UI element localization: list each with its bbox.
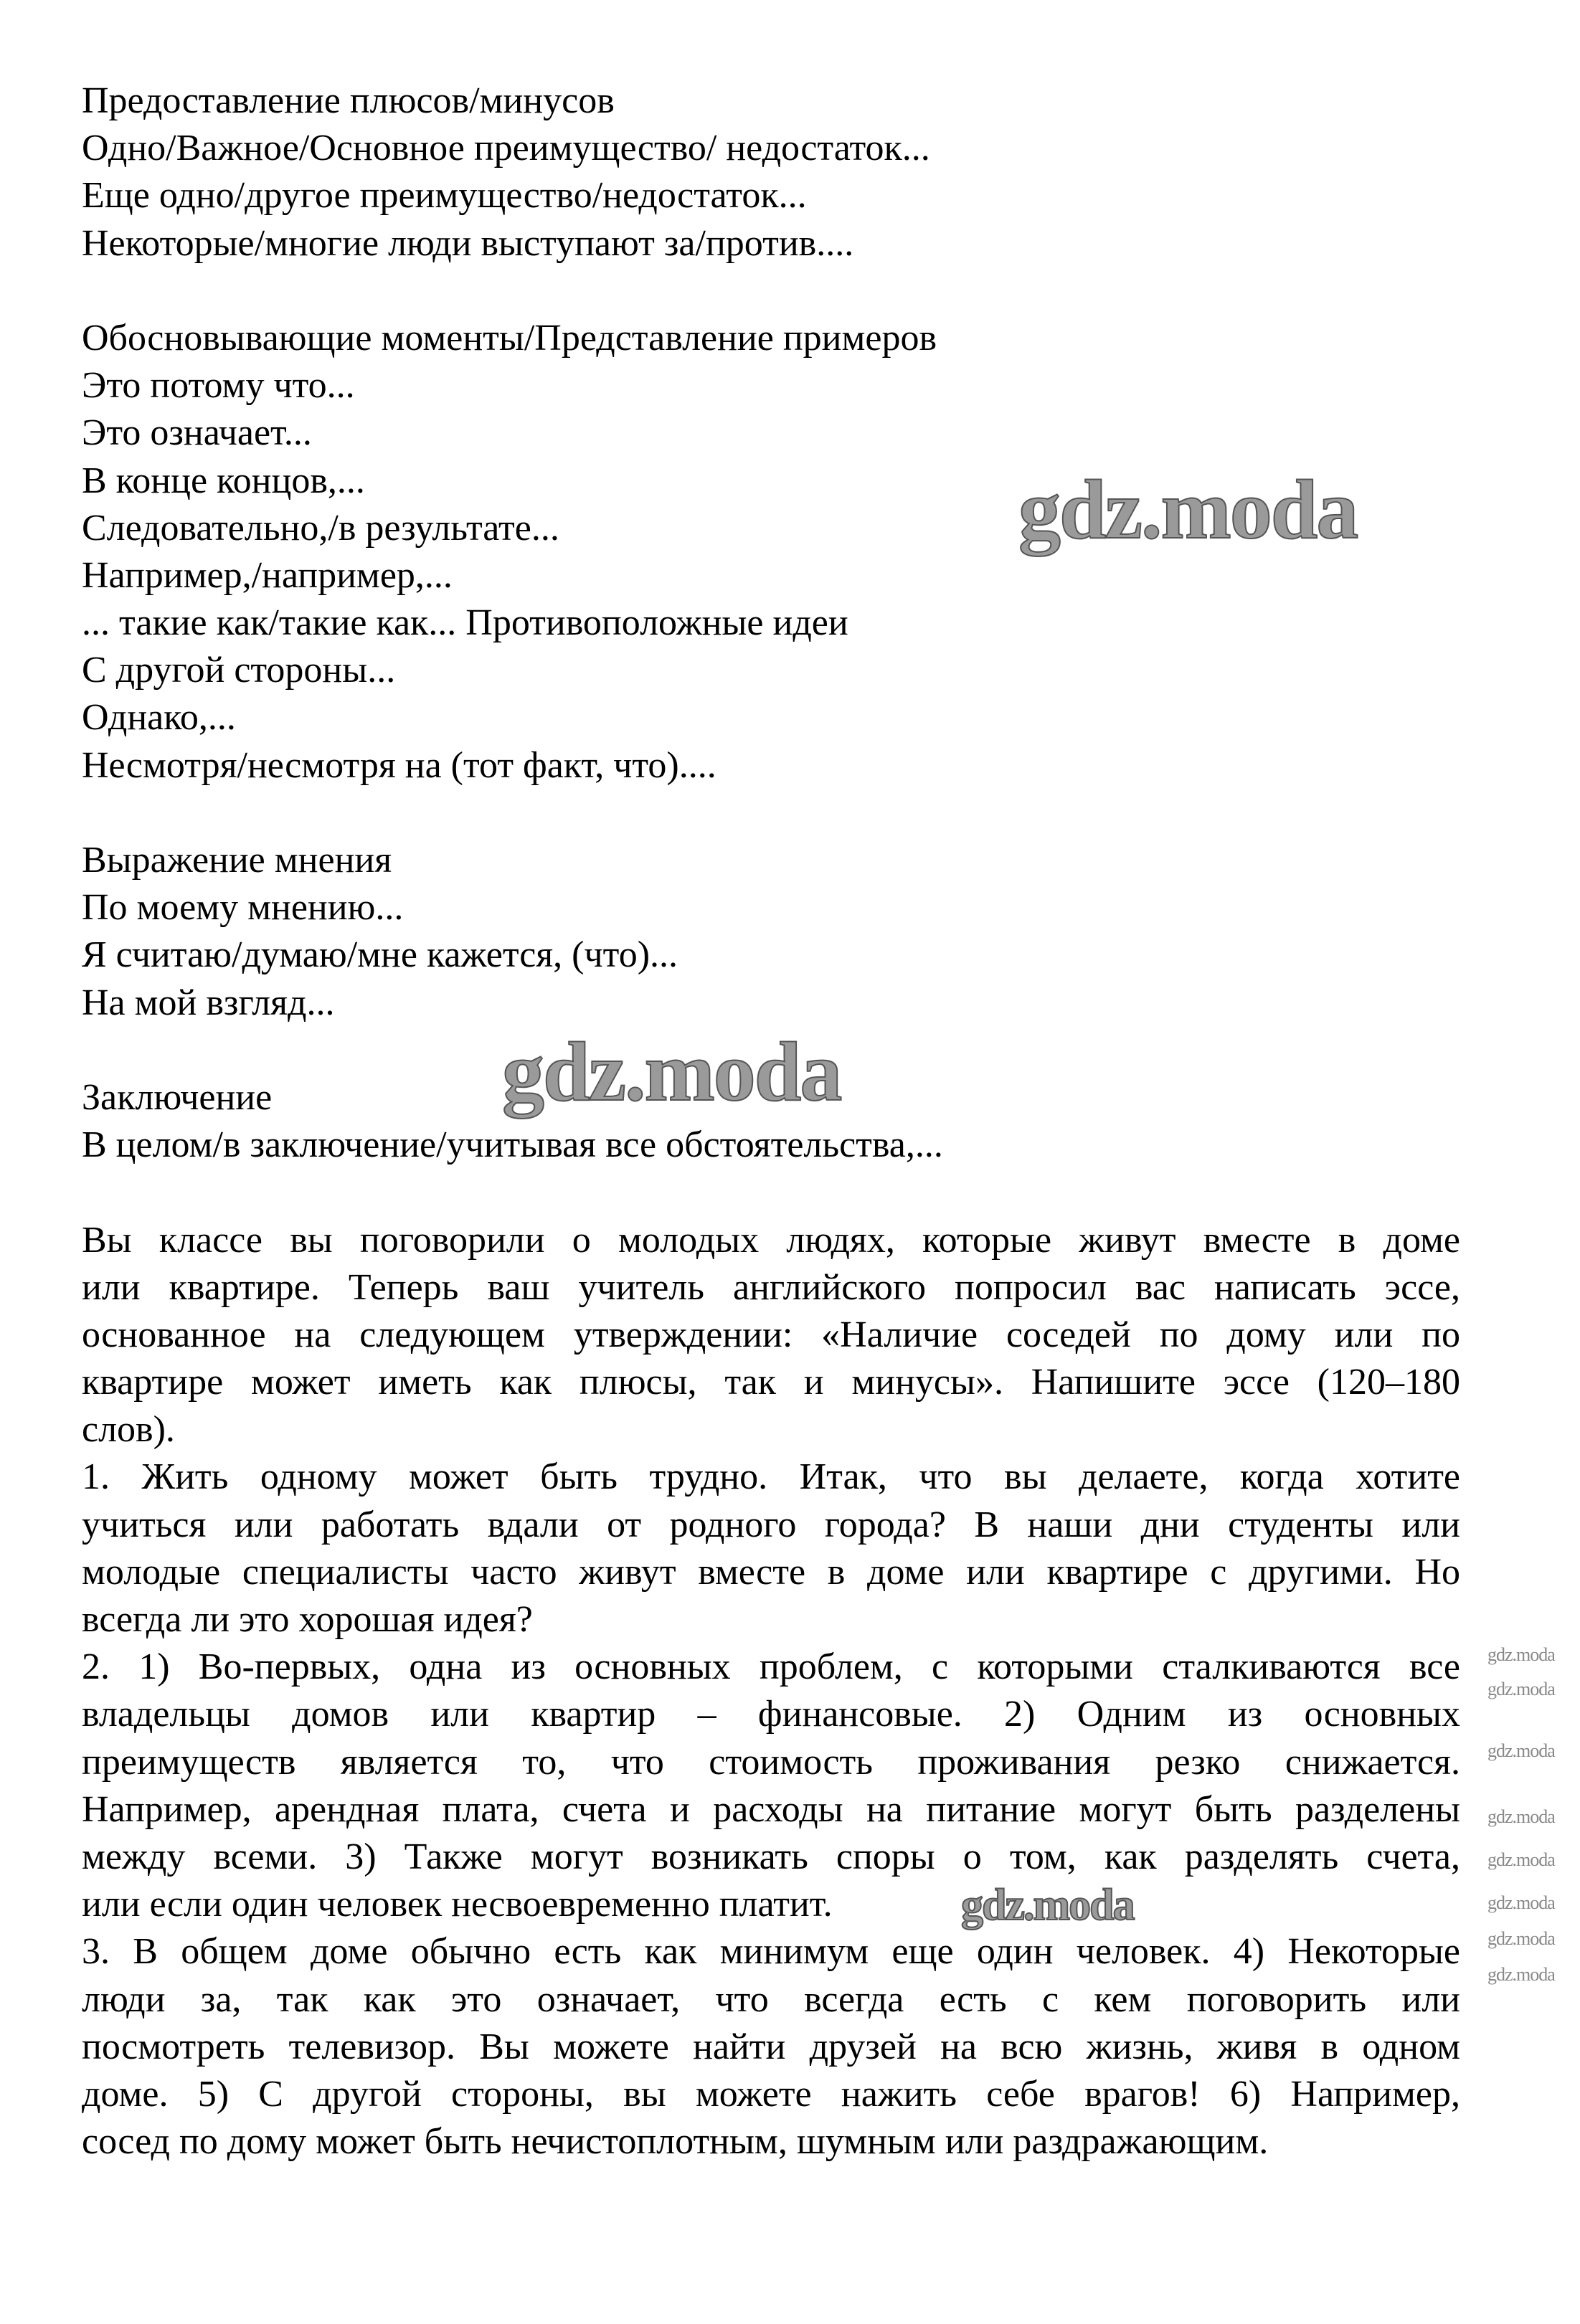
essay-line: преимуществ является то, что стоимость проживания резко снижается. — [82, 1741, 1460, 1783]
watermark-small: gdz.moda — [1487, 1679, 1555, 1699]
essay-line: 3. В общем доме обычно есть как минимум еще один человек. 4) Некоторые — [82, 1931, 1460, 1973]
phrase-line: Это означает... — [82, 412, 312, 454]
watermark-small: gdz.moda — [1487, 1928, 1555, 1949]
essay-line: 1. Жить одному может быть трудно. Итак, что вы делаете, когда хотите — [82, 1456, 1460, 1498]
phrase-line: В целом/в заключение/учитывая все обстоятельства,... — [82, 1124, 943, 1166]
phrase-line: На мой взгляд... — [82, 982, 335, 1023]
essay-line: учиться или работать вдали от родного города? В наши дни студенты или — [82, 1504, 1460, 1545]
essay-line: между всеми. 3) Также могут возникать споры о том, как разделять счета, — [82, 1836, 1460, 1877]
essay-line: или если один человек несвоевременно платит. — [82, 1884, 833, 1925]
document-body — [82, 77, 1460, 2166]
essay-line: или квартире. Теперь ваш учитель английского попросил вас написать эссе, — [82, 1266, 1460, 1308]
phrase-line: Некоторые/многие люди выступают за/против.... — [82, 222, 854, 264]
essay-line: молодые специалисты часто живут вместе в доме или квартире с другими. Но — [82, 1551, 1460, 1593]
essay-line: посмотреть телевизор. Вы можете найти друзей на всю жизнь, живя в одном — [82, 2026, 1460, 2067]
watermark-small: gdz.moda — [1487, 1806, 1555, 1827]
essay-line: всегда ли это хорошая идея? — [82, 1599, 533, 1640]
essay-line: владельцы домов или квартир – финансовые. 2) Одним из основных — [82, 1694, 1460, 1735]
essay-line: слов). — [82, 1409, 175, 1451]
phrase-line: Еще одно/другое преимущество/недостаток... — [82, 175, 807, 217]
watermark-small: gdz.moda — [1487, 1892, 1555, 1913]
essay-line: люди за, так как это означает, что всегда есть с кем поговорить или — [82, 1978, 1460, 2020]
essay-line: доме. 5) С другой стороны, вы можете нажить себе врагов! 6) Например, — [82, 2073, 1460, 2115]
phrase-line: ... такие как/такие как... Противоположные идеи — [82, 602, 848, 644]
phrase-line: Обосновывающие моменты/Представление примеров — [82, 317, 937, 359]
watermark: gdz.moda — [1018, 463, 1358, 556]
phrase-line: Однако,... — [82, 697, 236, 739]
phrase-line: По моему мнению... — [82, 887, 404, 929]
phrase-line: С другой стороны... — [82, 650, 396, 691]
essay-line: Например, арендная плата, счета и расходы на питание могут быть разделены — [82, 1788, 1460, 1830]
phrase-line: Это потому что... — [82, 365, 355, 407]
phrase-line: Предоставление плюсов/минусов — [82, 80, 615, 121]
phrase-line: Несмотря/несмотря на (тот факт, что).... — [82, 744, 716, 786]
essay-line: квартире может иметь как плюсы, так и минусы». Напишите эссе (120–180 — [82, 1362, 1460, 1403]
watermark-small: gdz.moda — [1487, 1644, 1555, 1665]
phrase-line: Я считаю/думаю/мне кажется, (что)... — [82, 934, 678, 976]
watermark-small: gdz.moda — [1487, 1849, 1555, 1870]
watermark-small: gdz.moda — [1487, 1740, 1555, 1761]
watermark: gdz.moda — [961, 1881, 1134, 1930]
essay-text — [82, 1217, 1460, 2166]
phrase-line: В конце концов,... — [82, 460, 365, 501]
phrase-line: Заключение — [82, 1076, 273, 1118]
watermark-small: gdz.moda — [1487, 1964, 1555, 1985]
phrase-line: Например,/например,... — [82, 554, 453, 596]
essay-line: 2. 1) Во-первых, одна из основных проблем, с которыми сталкиваются все — [82, 1646, 1460, 1688]
essay-line: Вы классе вы поговорили о молодых людях, которые живут вместе в доме — [82, 1219, 1460, 1261]
essay-line: основанное на следующем утверждении: «Наличие соседей по дому или по — [82, 1314, 1460, 1355]
phrase-line: Одно/Важное/Основное преимущество/ недостаток... — [82, 128, 930, 169]
phrase-line: Следовательно,/в результате... — [82, 507, 559, 549]
essay-line: сосед по дому может быть нечистоплотным, шумным или раздражающим. — [82, 2121, 1269, 2163]
phrase-line: Выражение мнения — [82, 840, 392, 881]
watermark: gdz.moda — [502, 1025, 841, 1119]
